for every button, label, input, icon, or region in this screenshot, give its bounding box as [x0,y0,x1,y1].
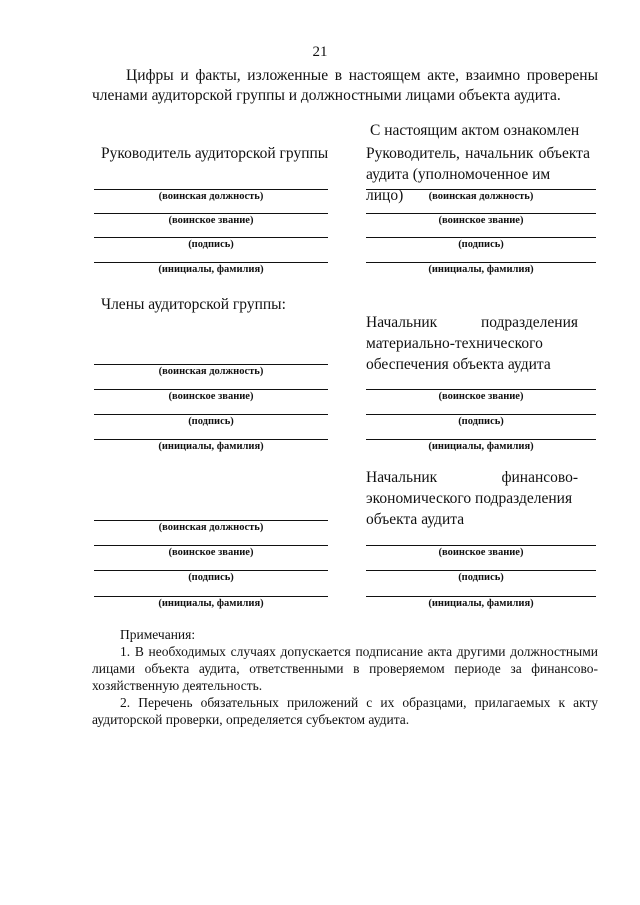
signature-line [94,520,328,521]
caption-position: (воинская должность) [428,191,534,202]
caption-signature: (подпись) [188,572,234,583]
note-1: 1. В необходимых случаях допускается подписание акта другими должностными лицами объекта аудита, ответственными в проверяемом периоде за финансово-хозяйственную деятельность. [92,644,598,693]
signature-line [94,439,328,440]
caption-name: (инициалы, фамилия) [158,264,264,275]
object-head-line-2: аудита (уполномоченное им лицо) [366,166,551,204]
finance-head-title [366,467,578,530]
logistics-line-2: материально-технического [366,335,543,352]
caption-signature: (подпись) [188,416,234,427]
intro-paragraph [92,66,598,106]
signature-line [366,570,596,571]
finance-line-3: объекта аудита [366,511,465,528]
signature-line [94,545,328,546]
object-head-line-1: Руководитель, начальник объекта [366,145,590,162]
caption-signature: (подпись) [458,239,504,250]
signature-line [94,262,328,263]
page-number: 21 [312,44,328,60]
signature-line [366,262,596,263]
signature-line [366,189,596,190]
caption-name: (инициалы, фамилия) [158,441,264,452]
caption-name: (инициалы, фамилия) [428,264,534,275]
caption-name: (инициалы, фамилия) [428,598,534,609]
caption-rank: (воинское звание) [168,215,254,226]
caption-signature: (подпись) [458,416,504,427]
audit-group-members-title: Члены аудиторской группы: [101,296,286,313]
signature-line [366,545,596,546]
notes-section [92,626,598,728]
signature-line [94,189,328,190]
signature-line [94,570,328,571]
signature-line [366,439,596,440]
intro-line-2: членами аудиторской группы и должностными лицами объекта аудита. [92,87,561,104]
caption-name: (инициалы, фамилия) [428,441,534,452]
finance-line-1: Начальник финансово- [366,469,578,486]
caption-rank: (воинское звание) [438,391,524,402]
note-2: 2. Перечень обязательных приложений с их образцами, прилагаемых к акту аудиторской проверки, определяется субъектом аудита. [92,695,598,727]
caption-signature: (подпись) [458,572,504,583]
audit-group-head-title: Руководитель аудиторской группы [101,145,329,162]
intro-line-1: Цифры и факты, изложенные в настоящем акте, взаимно проверены [126,67,598,84]
caption-rank: (воинское звание) [438,547,524,558]
caption-rank: (воинское звание) [168,391,254,402]
signature-line [94,213,328,214]
signature-line [94,389,328,390]
signature-line [366,414,596,415]
signature-line [94,364,328,365]
caption-position: (воинская должность) [158,191,264,202]
signature-line [94,414,328,415]
signature-line [366,389,596,390]
caption-name: (инициалы, фамилия) [158,598,264,609]
caption-position: (воинская должность) [158,522,264,533]
finance-line-2: экономического подразделения [366,490,573,507]
logistics-head-title [366,312,578,375]
caption-rank: (воинское звание) [438,215,524,226]
caption-rank: (воинское звание) [168,547,254,558]
acquainted-heading: С настоящим актом ознакомлен [370,122,580,139]
caption-signature: (подпись) [188,239,234,250]
signature-line [366,237,596,238]
signature-line [94,237,328,238]
signature-line [94,596,328,597]
caption-position: (воинская должность) [158,366,264,377]
logistics-line-3: обеспечения объекта аудита [366,356,551,373]
notes-title: Примечания: [120,627,196,642]
logistics-line-1: Начальник подразделения [366,314,578,331]
signature-line [366,213,596,214]
signature-line [366,596,596,597]
